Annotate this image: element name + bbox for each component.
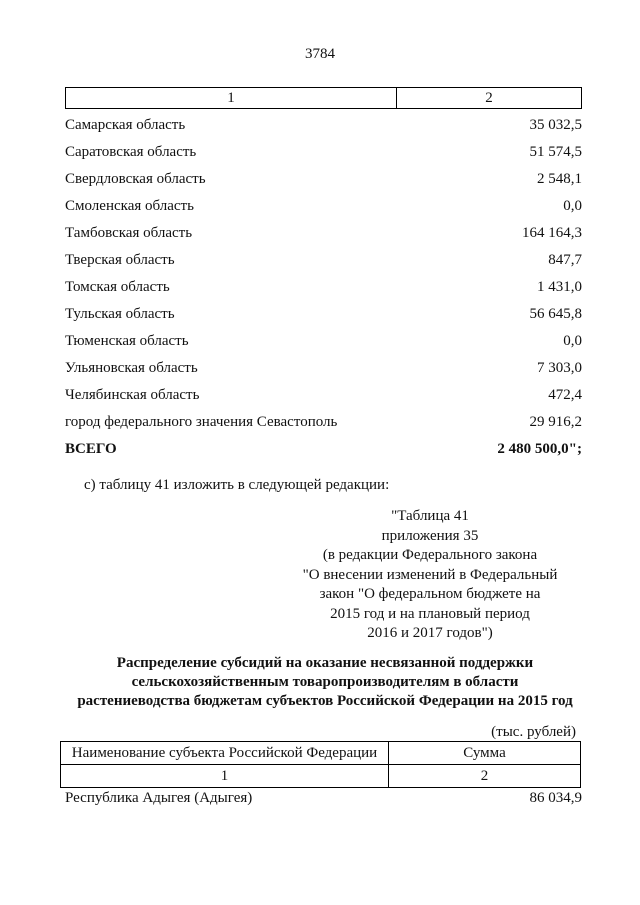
document-title bbox=[60, 654, 590, 711]
table-row bbox=[65, 790, 582, 807]
region-list bbox=[65, 112, 582, 463]
table-row bbox=[65, 166, 582, 193]
region-name: Томская область bbox=[65, 279, 170, 295]
table-row bbox=[65, 301, 582, 328]
caption-line: приложения 35 bbox=[381, 527, 479, 544]
region-name: Челябинская область bbox=[65, 387, 200, 403]
total-value: 2 480 500,0"; bbox=[497, 441, 582, 457]
region-value: 847,7 bbox=[548, 252, 582, 268]
table-row bbox=[65, 247, 582, 274]
table-row bbox=[65, 355, 582, 382]
column-2-number: 2 bbox=[389, 765, 581, 788]
amendment-note: с) таблицу 41 изложить в следующей редакции: bbox=[84, 477, 390, 493]
column-1-number: 1 bbox=[61, 765, 389, 788]
table-row bbox=[65, 112, 582, 139]
region-value: 29 916,2 bbox=[529, 414, 582, 430]
region-value: 56 645,8 bbox=[529, 306, 582, 322]
region-value: 51 574,5 bbox=[529, 144, 582, 160]
table-row bbox=[65, 220, 582, 247]
table-row bbox=[65, 193, 582, 220]
region-value: 2 548,1 bbox=[537, 171, 582, 187]
subsidy-table-header bbox=[60, 741, 581, 788]
column-2-number: 2 bbox=[397, 88, 582, 109]
region-value: 35 032,5 bbox=[529, 117, 582, 133]
table-caption bbox=[300, 507, 560, 644]
column-header-sum: Сумма bbox=[389, 742, 581, 765]
region-value: 7 303,0 bbox=[537, 360, 582, 376]
region-name: Ульяновская область bbox=[65, 360, 198, 376]
region-name: Тамбовская область bbox=[65, 225, 193, 241]
table-row bbox=[65, 409, 582, 436]
caption-line: 2016 и 2017 годов") bbox=[367, 625, 493, 641]
region-name: город федерального значения Севастополь bbox=[65, 414, 338, 430]
region-name: Саратовская область bbox=[65, 144, 197, 160]
table-row bbox=[65, 274, 582, 301]
page-number: 3784 bbox=[305, 46, 335, 62]
caption-line: "Таблица 41 bbox=[391, 508, 469, 524]
region-name: Смоленская область bbox=[65, 198, 194, 214]
region-name: Республика Адыгея (Адыгея) bbox=[65, 790, 253, 806]
table-row bbox=[65, 139, 582, 166]
region-name: Тульская область bbox=[65, 306, 175, 322]
unit-label: (тыс. рублей) bbox=[491, 724, 576, 740]
title-line: сельскохозяйственным товаропроизводителям в области bbox=[131, 674, 519, 690]
table-row bbox=[65, 328, 582, 355]
title-line: растениеводства бюджетам субъектов Российской Федерации на 2015 год bbox=[77, 693, 573, 709]
total-row bbox=[65, 436, 582, 463]
column-1-number: 1 bbox=[66, 88, 397, 109]
table-row bbox=[65, 382, 582, 409]
caption-line: "О внесении изменений в Федеральный bbox=[302, 566, 558, 583]
caption-line: 2015 год и на плановый период bbox=[330, 605, 530, 622]
caption-line: (в редакции Федерального закона bbox=[322, 547, 538, 563]
title-line: Распределение субсидий на оказание несвязанной поддержки bbox=[116, 655, 534, 671]
region-name: Тюменская область bbox=[65, 333, 189, 349]
region-value: 1 431,0 bbox=[537, 279, 582, 295]
total-label: ВСЕГО bbox=[65, 441, 117, 457]
region-name: Тверская область bbox=[65, 252, 175, 268]
region-name: Свердловская область bbox=[65, 171, 206, 187]
region-value: 0,0 bbox=[563, 198, 582, 214]
region-value: 86 034,9 bbox=[529, 790, 582, 806]
caption-line: закон "О федеральном бюджете на bbox=[319, 586, 541, 602]
continuation-header-table bbox=[65, 87, 582, 109]
region-value: 472,4 bbox=[548, 387, 582, 403]
region-name: Самарская область bbox=[65, 117, 186, 133]
region-value: 0,0 bbox=[563, 333, 582, 349]
region-value: 164 164,3 bbox=[522, 225, 582, 241]
column-header-name: Наименование субъекта Российской Федерации bbox=[61, 742, 389, 765]
